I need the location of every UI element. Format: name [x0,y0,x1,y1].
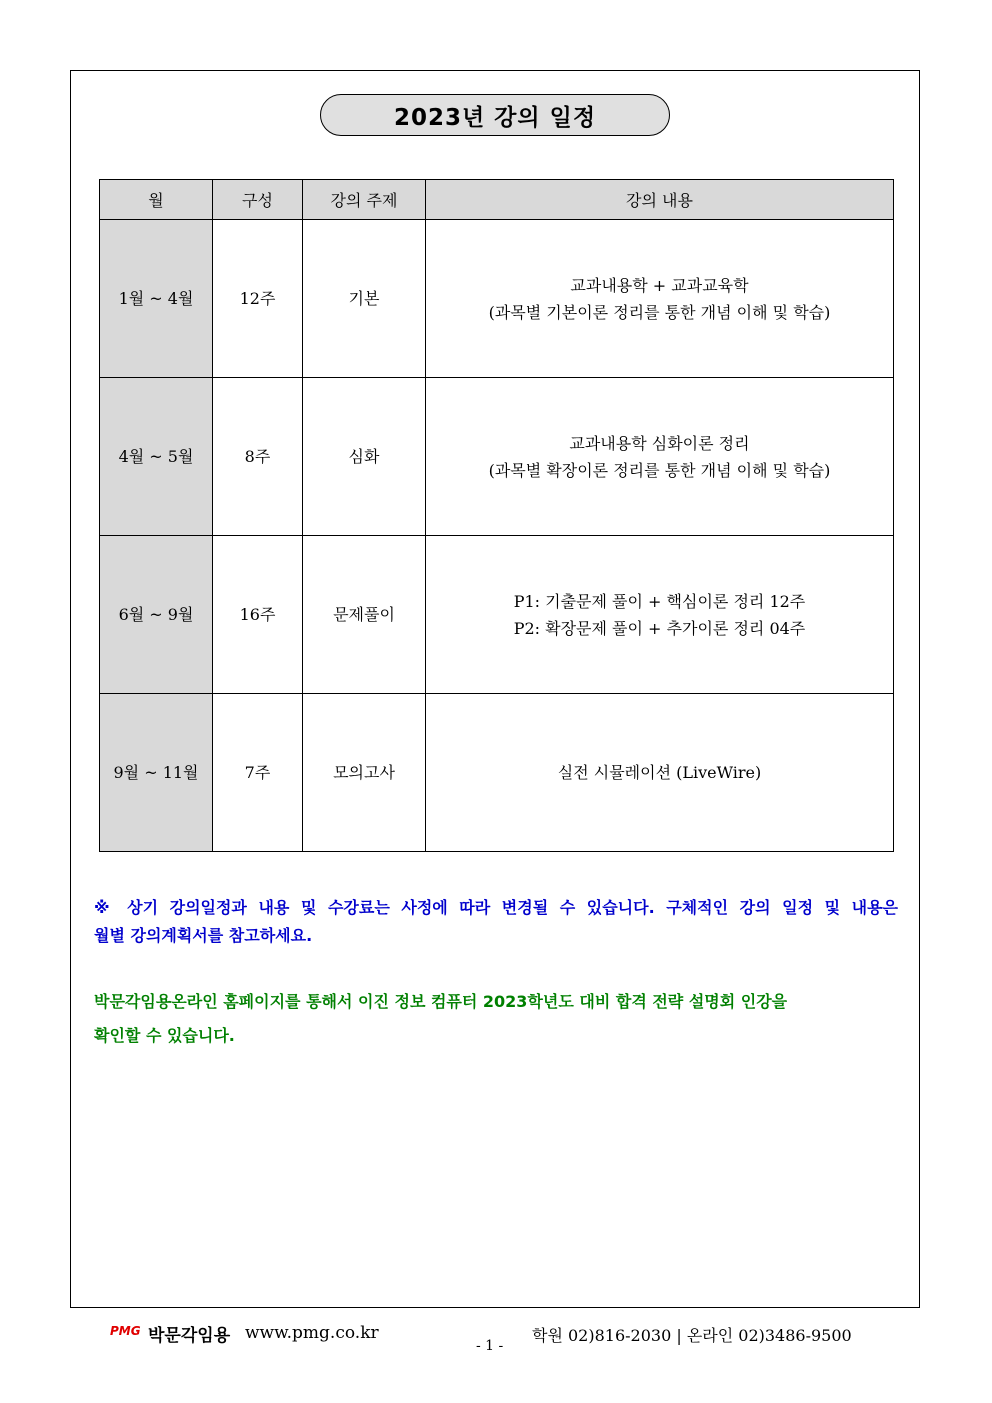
row-month: 9월 ~ 11월 [100,694,213,852]
row-weeks: 7주 [213,694,303,852]
brand-name: 박문각임용 [148,1326,231,1346]
row-month: 1월 ~ 4월 [100,220,213,378]
table-row [100,220,894,378]
schedule-table [99,179,894,852]
content-line: (과목별 기본이론 정리를 통한 개념 이해 및 학습) [488,302,831,322]
seminar-notice [94,985,898,1053]
table-row [100,378,894,536]
content-line: P2: 확장문제 풀이 + 추가이론 정리 04주 [513,618,806,638]
seminar-line: 확인할 수 있습니다. [94,1026,235,1045]
title-banner [320,94,670,136]
row-content [426,536,894,694]
row-topic: 모의고사 [303,694,426,852]
header-content: 강의 내용 [426,180,894,220]
row-weeks: 8주 [213,378,303,536]
pmg-logo-icon: PMG [110,1324,141,1338]
table-header-row [100,180,894,220]
page-footer [0,1318,992,1358]
website-link[interactable]: www.pmg.co.kr [245,1323,379,1343]
contact-info: 학원 02)816-2030 | 온라인 02)3486-9500 [532,1326,852,1345]
notice-line: ※ 상기 강의일정과 내용 및 수강료는 사정에 따라 변경될 수 있습니다. 구체적인 강의 일정 및 내용은 [94,898,898,917]
row-weeks: 12주 [213,220,303,378]
page-title: 2023년 강의 일정 [393,104,597,131]
schedule-change-notice [94,894,898,950]
content-line: (과목별 확장이론 정리를 통한 개념 이해 및 학습) [488,460,831,480]
row-topic: 심화 [303,378,426,536]
page-number: - 1 - [476,1338,504,1354]
content-line: 실전 시뮬레이션 (LiveWire) [557,763,762,782]
content-line: P1: 기출문제 풀이 + 핵심이론 정리 12주 [513,591,806,611]
table-row [100,536,894,694]
content-line: 교과내용학 심화이론 정리 [569,433,750,453]
row-topic: 문제풀이 [303,536,426,694]
row-month: 6월 ~ 9월 [100,536,213,694]
notice-line: 월별 강의계획서를 참고하세요. [94,926,313,945]
row-topic: 기본 [303,220,426,378]
content-line: 교과내용학 + 교과교육학 [570,275,749,295]
row-weeks: 16주 [213,536,303,694]
row-content [426,694,894,852]
header-topic: 강의 주제 [303,180,426,220]
header-weeks: 구성 [213,180,303,220]
row-month: 4월 ~ 5월 [100,378,213,536]
table-row [100,694,894,852]
header-month: 월 [100,180,213,220]
row-content [426,220,894,378]
seminar-line: 박문각임용온라인 홈페이지를 통해서 이진 정보 컴퓨터 2023학년도 대비 합격 전략 설명회 인강을 [94,992,788,1011]
row-content [426,378,894,536]
